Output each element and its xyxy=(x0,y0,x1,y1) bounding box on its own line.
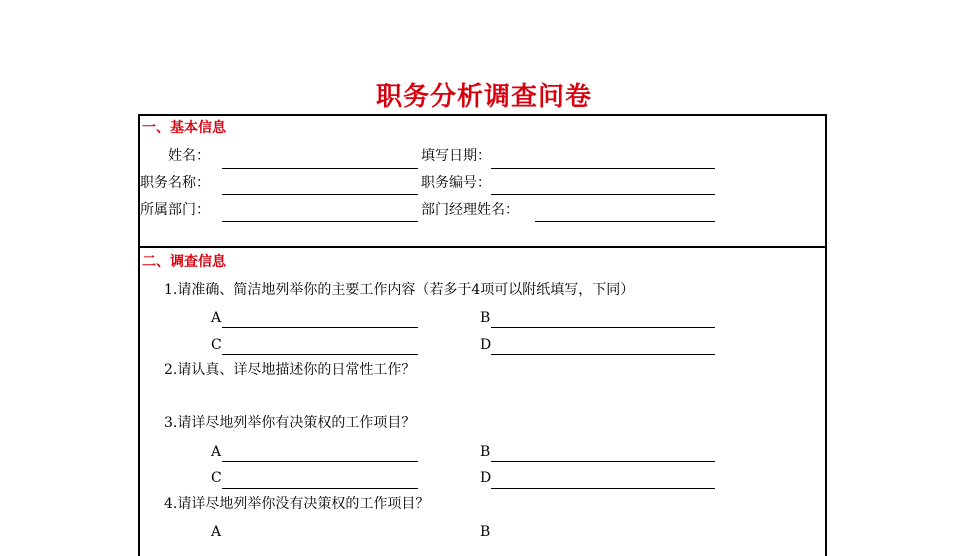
q3-option-d-field[interactable] xyxy=(491,488,715,489)
q3-option-c-label: C xyxy=(211,470,222,486)
section-divider xyxy=(138,246,825,248)
position-name-label: 职务名称： xyxy=(140,175,210,191)
q1-option-c-field[interactable] xyxy=(222,354,418,355)
q1-option-b-field[interactable] xyxy=(491,327,715,328)
manager-name-label: 部门经理姓名： xyxy=(421,202,519,218)
fill-date-label: 填写日期： xyxy=(421,148,491,164)
position-name-field[interactable] xyxy=(222,194,418,195)
q4-option-a-label: A xyxy=(211,524,222,540)
position-number-field[interactable] xyxy=(491,194,715,195)
section-heading-basic: 一、基本信息 xyxy=(142,120,226,136)
question-3: 3.请详尽地列举你有决策权的工作项目？ xyxy=(164,415,416,431)
q3-option-c-field[interactable] xyxy=(222,488,418,489)
manager-name-field[interactable] xyxy=(535,221,715,222)
q1-option-a-field[interactable] xyxy=(222,327,418,328)
section-heading-survey: 二、调查信息 xyxy=(142,254,226,270)
q3-option-a-label: A xyxy=(211,444,222,460)
name-field[interactable] xyxy=(222,168,418,169)
q1-option-b-label: B xyxy=(480,310,491,326)
q1-option-d-label: D xyxy=(480,337,492,353)
fill-date-field[interactable] xyxy=(491,168,715,169)
question-1: 1.请准确、简洁地列举你的主要工作内容（若多于4项可以附纸填写，下同） xyxy=(164,282,635,298)
q3-option-a-field[interactable] xyxy=(222,461,418,462)
q1-option-c-label: C xyxy=(211,337,222,353)
q3-option-b-label: B xyxy=(480,444,491,460)
q1-option-a-label: A xyxy=(211,310,222,326)
department-field[interactable] xyxy=(222,221,418,222)
q1-option-d-field[interactable] xyxy=(491,354,715,355)
form-title: 职务分析调查问卷 xyxy=(375,82,592,112)
question-4: 4.请详尽地列举你没有决策权的工作项目？ xyxy=(164,496,430,512)
q4-option-b-label: B xyxy=(480,524,491,540)
question-2: 2.请认真、详尽地描述你的日常性工作？ xyxy=(164,362,416,378)
name-label: 姓名： xyxy=(168,148,210,164)
position-number-label: 职务编号： xyxy=(421,175,491,191)
q3-option-d-label: D xyxy=(480,470,492,486)
q3-option-b-field[interactable] xyxy=(491,461,715,462)
department-label: 所属部门： xyxy=(140,202,210,218)
